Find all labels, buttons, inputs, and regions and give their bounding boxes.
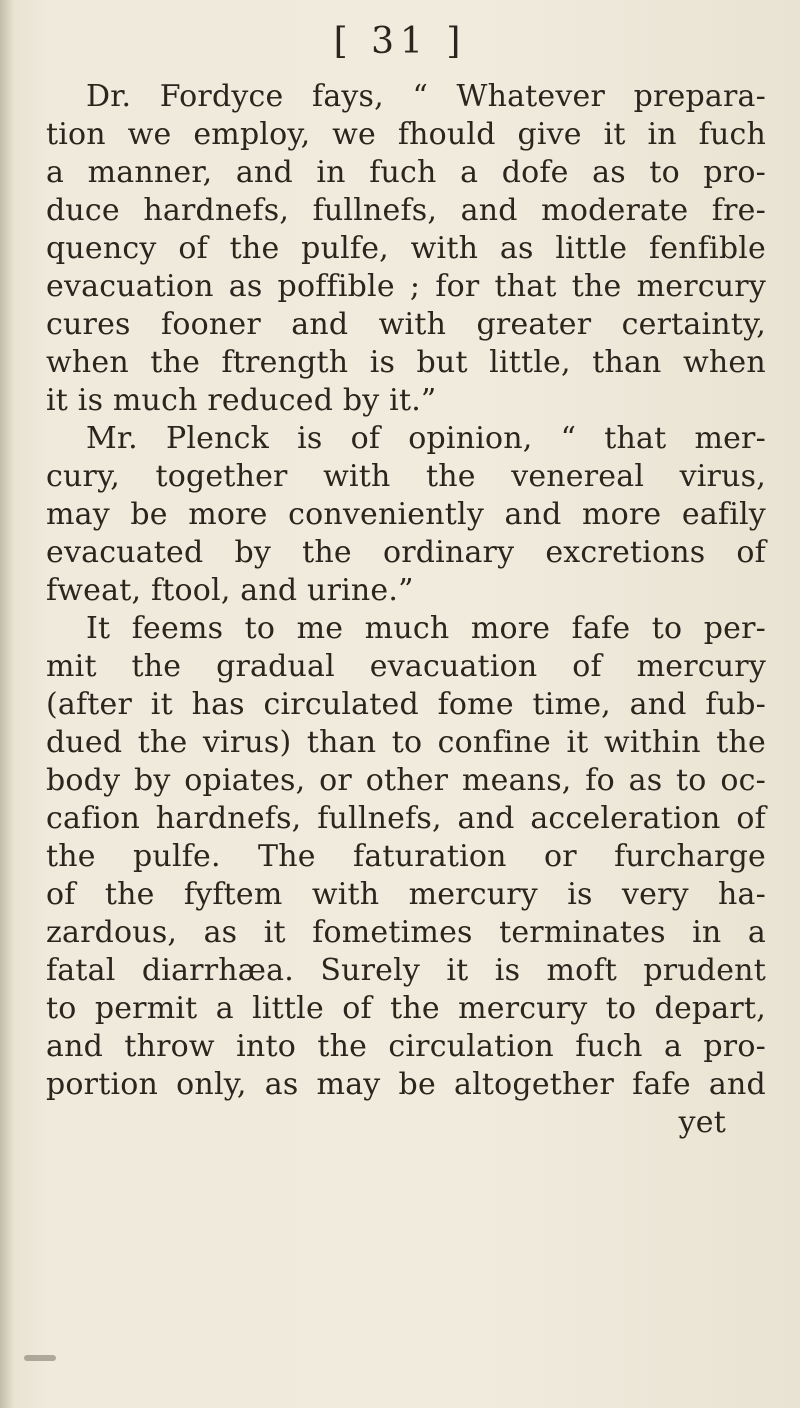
text-line: portion only, as may be altogether fafe and: [46, 1067, 766, 1102]
text-line: cafion hardnefs, fullnefs, and acceleration of: [46, 801, 766, 836]
text-line: evacuated by the ordinary excretions of: [46, 535, 766, 570]
text-line: (after it has circulated fome time, and fub-: [46, 687, 766, 722]
text-line: cures fooner and with greater certainty,: [46, 307, 766, 342]
text-line: the pulfe. The faturation or furcharge: [46, 839, 766, 874]
text-line: mit the gradual evacuation of mercury: [46, 649, 766, 684]
text-line: body by opiates, or other means, fo as to oc-: [46, 763, 766, 798]
text-line: Dr. Fordyce fays, “ Whatever prepara-: [86, 79, 766, 114]
text-line: and throw into the circulation fuch a pro-: [46, 1029, 766, 1064]
text-line: evacuation as poffible ; for that the mercury: [46, 269, 766, 304]
body-text: [46, 78, 766, 1142]
ink-smudge: [24, 1355, 56, 1361]
text-line: to permit a little of the mercury to depart,: [46, 991, 766, 1026]
text-line: duce hardnefs, fullnefs, and moderate fre-: [46, 193, 766, 228]
text-line: a manner, and in fuch a dofe as to pro-: [46, 155, 766, 190]
text-line: Mr. Plenck is of opinion, “ that mer-: [86, 421, 766, 456]
page-number: [ 31 ]: [333, 21, 467, 62]
binding-shadow: [0, 0, 14, 1408]
text-line: It feems to me much more fafe to per-: [86, 611, 766, 646]
text-line: zardous, as it fometimes terminates in a: [46, 915, 766, 950]
catchword: yet: [678, 1105, 726, 1140]
text-line: may be more conveniently and more eafily: [46, 497, 766, 532]
text-line: tion we employ, we fhould give it in fuch: [46, 117, 766, 152]
text-line: dued the virus) than to confine it within the: [46, 725, 766, 760]
text-line: fatal diarrhæa. Surely it is moft prudent: [46, 953, 766, 988]
text-line: cury, together with the venereal virus,: [46, 459, 766, 494]
text-line: quency of the pulfe, with as little fenfible: [46, 231, 766, 266]
text-line: fweat, ftool, and urine.”: [46, 573, 414, 608]
text-line: of the fyftem with mercury is very ha-: [46, 877, 766, 912]
text-line: when the ftrength is but little, than when: [46, 345, 766, 380]
text-line: it is much reduced by it.”: [46, 383, 437, 418]
